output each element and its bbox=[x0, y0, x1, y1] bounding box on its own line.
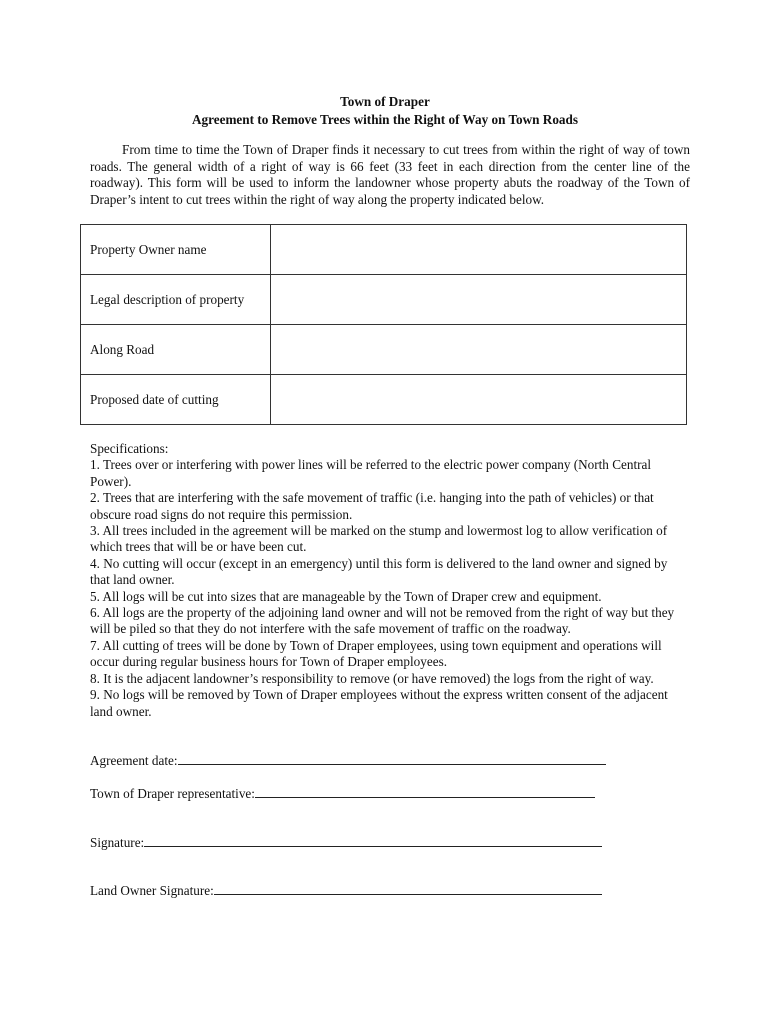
specification-item: 1. Trees over or interfering with power lines will be referred to the electric power company (North Central Power). bbox=[90, 457, 652, 489]
representative-line[interactable] bbox=[255, 784, 595, 798]
table-row bbox=[81, 225, 687, 275]
property-owner-label: Property Owner name bbox=[81, 225, 271, 275]
specifications-section bbox=[90, 441, 690, 720]
representative-label: Town of Draper representative: bbox=[90, 786, 255, 801]
specification-item: 8. It is the adjacent landowner’s responsibility to remove (or have removed) the logs from the right of way. bbox=[90, 670, 654, 686]
document-title: Town of Draper bbox=[340, 94, 430, 109]
signature-line[interactable] bbox=[144, 833, 602, 847]
property-info-table bbox=[80, 224, 687, 425]
representative-row bbox=[90, 784, 595, 802]
signature-label: Signature: bbox=[90, 835, 145, 850]
signature-row bbox=[90, 833, 602, 851]
specification-item: 5. All logs will be cut into sizes that are manageable by the Town of Draper crew and equipment. bbox=[90, 588, 602, 604]
proposed-date-field[interactable] bbox=[271, 375, 687, 425]
legal-description-field[interactable] bbox=[271, 275, 687, 325]
agreement-date-line[interactable] bbox=[178, 751, 606, 765]
legal-description-label: Legal description of property bbox=[81, 275, 271, 325]
along-road-label: Along Road bbox=[81, 325, 271, 375]
specifications-heading: Specifications: bbox=[90, 441, 169, 456]
land-owner-signature-line[interactable] bbox=[214, 881, 602, 895]
agreement-date-label: Agreement date: bbox=[90, 753, 178, 768]
agreement-date-row bbox=[90, 751, 606, 769]
specification-item: 7. All cutting of trees will be done by Town of Draper employees, using town equipment and operations will occur during regular business hours for Town of Draper employees. bbox=[90, 637, 662, 670]
table-row bbox=[81, 375, 687, 425]
intro-paragraph: From time to time the Town of Draper finds it necessary to cut trees from within the right of way of town roads. The general width of a right of way is 66 feet (33 feet in each direction from the center line of the roadway). This form will be used to inform the landowner whose property abuts the roadway of the Town of Draper’s intent to cut trees within the right of way along the property indicated below. bbox=[90, 142, 690, 207]
table-row bbox=[81, 275, 687, 325]
property-owner-field[interactable] bbox=[271, 225, 687, 275]
document-header bbox=[0, 93, 770, 129]
along-road-field[interactable] bbox=[271, 325, 687, 375]
specification-item: 4. No cutting will occur (except in an emergency) until this form is delivered to the land owner and signed by that land owner. bbox=[90, 555, 668, 588]
land-owner-signature-row bbox=[90, 881, 602, 899]
document-subtitle: Agreement to Remove Trees within the Right of Way on Town Roads bbox=[192, 112, 578, 127]
specification-item: 6. All logs are the property of the adjoining land owner and will not be removed from the right of way but they will be piled so that they do not interfere with the safe movement of traffic on the roadway. bbox=[90, 605, 675, 637]
specification-item: 3. All trees included in the agreement will be marked on the stump and lowermost log to allow verification of which trees that will be or have been cut. bbox=[90, 523, 668, 555]
table-row bbox=[81, 325, 687, 375]
land-owner-signature-label: Land Owner Signature: bbox=[90, 883, 214, 898]
specification-item: 9. No logs will be removed by Town of Draper employees without the express written consent of the adjacent land owner. bbox=[90, 687, 668, 719]
specification-item: 2. Trees that are interfering with the safe movement of traffic (i.e. hanging into the path of vehicles) or that obscure road signs do not require this permission. bbox=[90, 490, 654, 522]
proposed-date-label: Proposed date of cutting bbox=[81, 375, 271, 425]
